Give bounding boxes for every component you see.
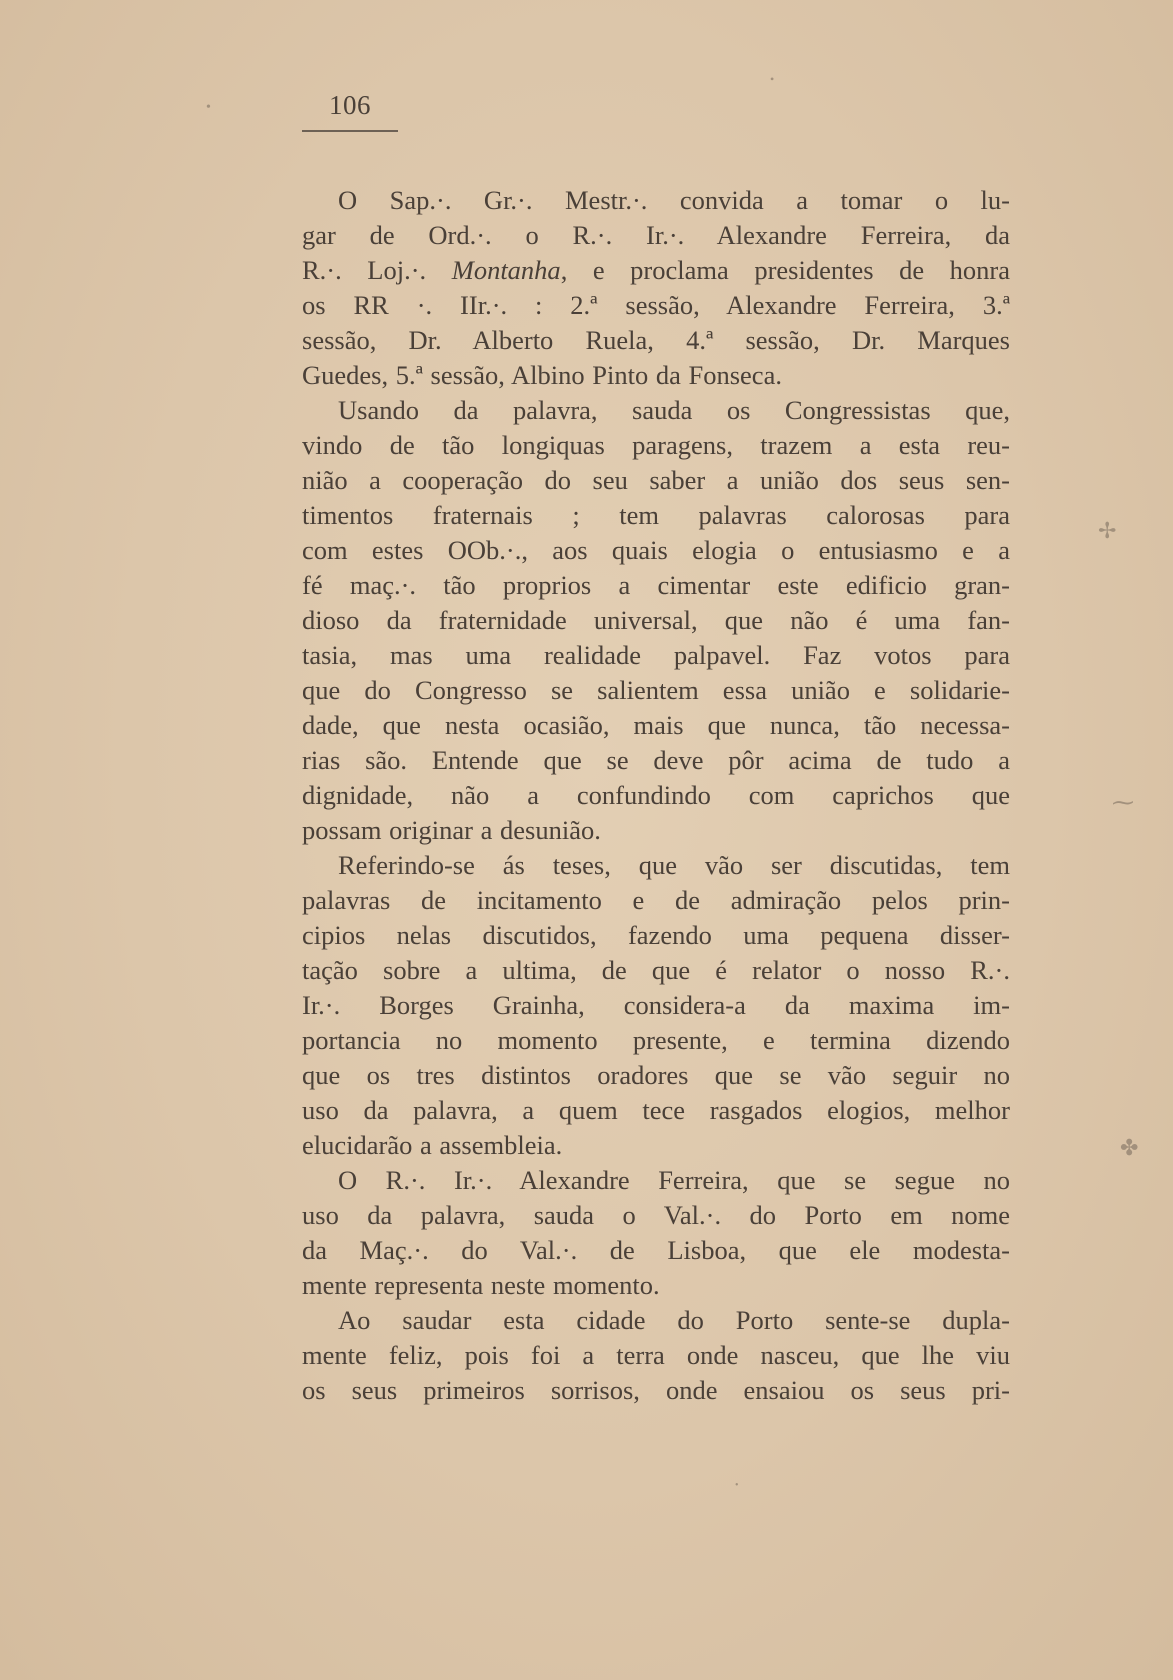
text-line: mente feliz, pois foi a terra onde nasceu, que lhe viu: [302, 1340, 1010, 1370]
text-line: timentos fraternais ; tem palavras calorosas para: [302, 500, 1010, 530]
text-line: elucidarão a assembleia.: [302, 1130, 563, 1160]
text-line: da Maç.·. do Val.·. de Lisboa, que ele modesta-: [302, 1235, 1010, 1265]
text-line: Usando da palavra, sauda os Congressistas que,: [338, 395, 1010, 425]
text-line: O Sap.·. Gr.·. Mestr.·. convida a tomar o lu-: [338, 185, 1010, 215]
text-line: uso da palavra, sauda o Val.·. do Porto em nome: [302, 1200, 1010, 1230]
text-line: vindo de tão longiquas paragens, trazem a esta reu-: [302, 430, 1010, 460]
speck-icon: •: [206, 100, 211, 115]
text-line: Referindo-se ás teses, que vão ser discutidas, tem: [338, 850, 1010, 880]
page-number: 106: [329, 90, 371, 120]
text-line: Ir.·. Borges Grainha, considera-a da maxima im-: [302, 990, 1010, 1020]
text-line: dignidade, não a confundindo com caprichos que: [302, 780, 1010, 810]
text-line: cipios nelas discutidos, fazendo uma pequena disser-: [302, 920, 1010, 950]
text-line: Guedes, 5.ª sessão, Albino Pinto da Fonseca.: [302, 360, 782, 390]
text-line: que os tres distintos oradores que se vão seguir no: [302, 1060, 1010, 1090]
bleed-through-mark-icon: ⁓: [1112, 790, 1134, 815]
text-line: fé maç.·. tão proprios a cimentar este edificio gran-: [302, 570, 1010, 600]
text-line: rias são. Entende que se deve pôr acima de tudo a: [302, 745, 1010, 775]
text-line: tação sobre a ultima, de que é relator o nosso R.·.: [302, 955, 1010, 985]
text-line: uso da palavra, a quem tece rasgados elogios, melhor: [302, 1095, 1010, 1125]
speck-icon: •: [735, 1480, 739, 1491]
page-number-rule: [302, 130, 398, 132]
text-line: dade, que nesta ocasião, mais que nunca, tão necessa-: [302, 710, 1010, 740]
bleed-through-mark-icon: ✤: [1120, 1135, 1139, 1160]
text-line: possam originar a desunião.: [302, 815, 601, 845]
text-line: que do Congresso se salientem essa união e solidarie-: [302, 675, 1010, 705]
text-line: R.·. Loj.·. Montanha, e proclama presidentes de honra: [302, 255, 1010, 285]
body-text: [302, 183, 1010, 1408]
text-line: Ao saudar esta cidade do Porto sente-se dupla-: [338, 1305, 1010, 1335]
text-line: O R.·. Ir.·. Alexandre Ferreira, que se segue no: [338, 1165, 1010, 1195]
text-line: gar de Ord.·. o R.·. Ir.·. Alexandre Ferreira, da: [302, 220, 1010, 250]
speck-icon: •: [770, 72, 775, 86]
text-line: palavras de incitamento e de admiração pelos prin-: [302, 885, 1010, 915]
text-line: nião a cooperação do seu saber a união dos seus sen-: [302, 465, 1010, 495]
text-line: tasia, mas uma realidade palpavel. Faz votos para: [302, 640, 1010, 670]
text-line: dioso da fraternidade universal, que não é uma fan-: [302, 605, 1010, 635]
text-line: mente representa neste momento.: [302, 1270, 660, 1300]
bleed-through-mark-icon: ✢: [1098, 518, 1117, 543]
text-line: os RR ·. IIr.·. : 2.ª sessão, Alexandre Ferreira, 3.ª: [302, 290, 1010, 320]
text-line: sessão, Dr. Alberto Ruela, 4.ª sessão, Dr. Marques: [302, 325, 1010, 355]
text-line: os seus primeiros sorrisos, onde ensaiou os seus pri-: [302, 1375, 1010, 1405]
text-line: com estes OOb.·., aos quais elogia o entusiasmo e a: [302, 535, 1010, 565]
text-line: portancia no momento presente, e termina dizendo: [302, 1025, 1010, 1055]
